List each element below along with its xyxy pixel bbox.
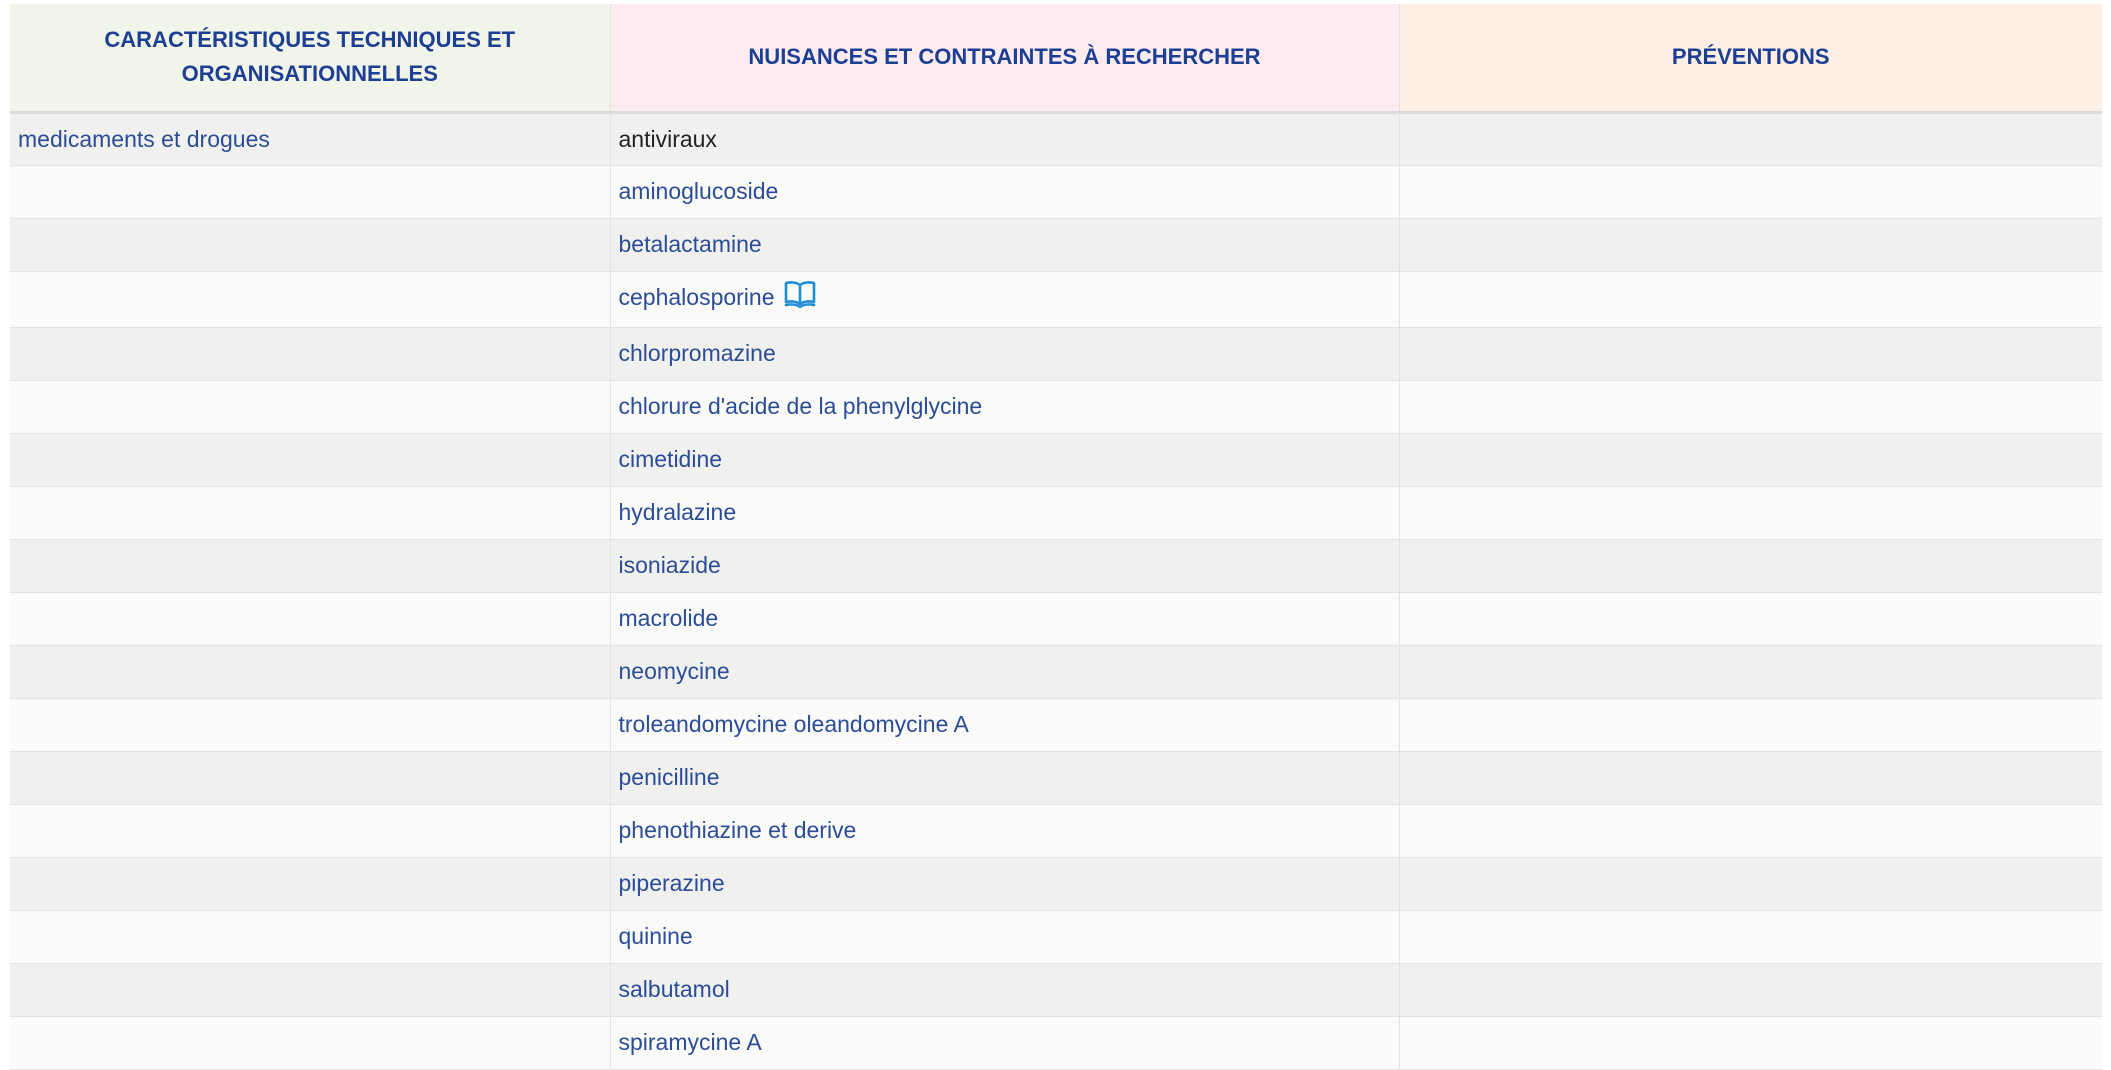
cell-prevention (1399, 539, 2102, 592)
cell-prevention (1399, 857, 2102, 910)
nuisance-link[interactable]: salbutamol (618, 976, 730, 1002)
cell-nuisance: antiviraux (610, 112, 1399, 165)
cell-characteristic (10, 165, 610, 218)
nuisance-link[interactable]: spiramycine A (618, 1029, 762, 1055)
nuisance-link[interactable]: neomycine (618, 658, 730, 684)
table-row (10, 751, 2102, 804)
cell-prevention (1399, 271, 2102, 327)
table-row (10, 910, 2102, 963)
cell-prevention (1399, 804, 2102, 857)
header-nuisances: NUISANCES ET CONTRAINTES À RECHERCHER (610, 4, 1399, 112)
cell-characteristic (10, 1016, 610, 1069)
cell-nuisance[interactable] (610, 380, 1399, 433)
cell-nuisance[interactable] (610, 804, 1399, 857)
cell-nuisance[interactable] (610, 218, 1399, 271)
cell-nuisance[interactable] (610, 1016, 1399, 1069)
cell-prevention (1399, 698, 2102, 751)
cell-characteristic (10, 592, 610, 645)
cell-characteristic (10, 698, 610, 751)
table-row (10, 218, 2102, 271)
cell-nuisance[interactable] (610, 645, 1399, 698)
cell-characteristic (10, 857, 610, 910)
table-row (10, 327, 2102, 380)
table-row (10, 112, 2102, 165)
cell-nuisance[interactable] (610, 592, 1399, 645)
cell-characteristic (10, 751, 610, 804)
cell-characteristic (10, 963, 610, 1016)
table-row (10, 1016, 2102, 1069)
cell-characteristic (10, 327, 610, 380)
cell-prevention (1399, 486, 2102, 539)
cell-prevention (1399, 165, 2102, 218)
risk-table (10, 4, 2102, 1070)
cell-characteristic (10, 271, 610, 327)
cell-prevention (1399, 380, 2102, 433)
cell-nuisance[interactable] (610, 698, 1399, 751)
header-characteristics: CARACTÉRISTIQUES TECHNIQUES ET ORGANISATIONNELLES (10, 4, 610, 112)
cell-prevention (1399, 910, 2102, 963)
table-header-row (10, 4, 2102, 112)
cell-characteristic (10, 910, 610, 963)
nuisance-link[interactable]: chlorpromazine (618, 340, 776, 366)
table-row (10, 539, 2102, 592)
cell-characteristic (10, 804, 610, 857)
table-row (10, 698, 2102, 751)
cell-characteristic (10, 218, 610, 271)
cell-prevention (1399, 218, 2102, 271)
table-row (10, 380, 2102, 433)
cell-prevention (1399, 645, 2102, 698)
cell-prevention (1399, 327, 2102, 380)
nuisance-link[interactable]: isoniazide (618, 552, 721, 578)
table-row (10, 486, 2102, 539)
table-row (10, 165, 2102, 218)
cell-characteristic (10, 433, 610, 486)
nuisance-link[interactable]: piperazine (618, 870, 725, 896)
nuisance-link[interactable]: hydralazine (618, 499, 737, 525)
table-row (10, 592, 2102, 645)
header-preventions: PRÉVENTIONS (1399, 4, 2102, 112)
table-row (10, 804, 2102, 857)
cell-nuisance[interactable] (610, 327, 1399, 380)
nuisance-link[interactable]: cephalosporine (618, 284, 775, 311)
nuisance-link[interactable]: aminoglucoside (618, 178, 779, 204)
cell-nuisance[interactable] (610, 963, 1399, 1016)
book-icon[interactable] (783, 279, 817, 315)
nuisance-link[interactable]: quinine (618, 923, 693, 949)
nuisance-link[interactable]: troleandomycine oleandomycine A (618, 711, 969, 737)
cell-nuisance[interactable] (610, 751, 1399, 804)
cell-nuisance[interactable] (610, 271, 1399, 327)
cell-prevention (1399, 112, 2102, 165)
table-row (10, 645, 2102, 698)
cell-nuisance[interactable] (610, 433, 1399, 486)
nuisance-link[interactable]: cimetidine (618, 446, 723, 472)
nuisance-link[interactable]: phenothiazine et derive (618, 817, 857, 843)
cell-nuisance[interactable] (610, 165, 1399, 218)
cell-prevention (1399, 433, 2102, 486)
cell-characteristic (10, 380, 610, 433)
risk-table-container (10, 4, 2102, 1070)
cell-nuisance[interactable] (610, 539, 1399, 592)
table-row (10, 271, 2102, 327)
cell-prevention (1399, 751, 2102, 804)
table-row (10, 433, 2102, 486)
cell-nuisance[interactable] (610, 857, 1399, 910)
cell-characteristic (10, 645, 610, 698)
cell-characteristic (10, 539, 610, 592)
characteristic-link[interactable]: medicaments et drogues (18, 125, 270, 152)
nuisance-link[interactable]: betalactamine (618, 231, 762, 257)
table-row (10, 963, 2102, 1016)
cell-characteristic (10, 486, 610, 539)
cell-prevention (1399, 592, 2102, 645)
nuisance-link[interactable]: chlorure d'acide de la phenylglycine (618, 393, 983, 419)
cell-characteristic[interactable] (10, 112, 610, 165)
table-row (10, 857, 2102, 910)
nuisance-link[interactable]: penicilline (618, 764, 720, 790)
cell-prevention (1399, 1016, 2102, 1069)
cell-prevention (1399, 963, 2102, 1016)
cell-nuisance[interactable] (610, 486, 1399, 539)
nuisance-link[interactable]: macrolide (618, 605, 719, 631)
cell-nuisance[interactable] (610, 910, 1399, 963)
